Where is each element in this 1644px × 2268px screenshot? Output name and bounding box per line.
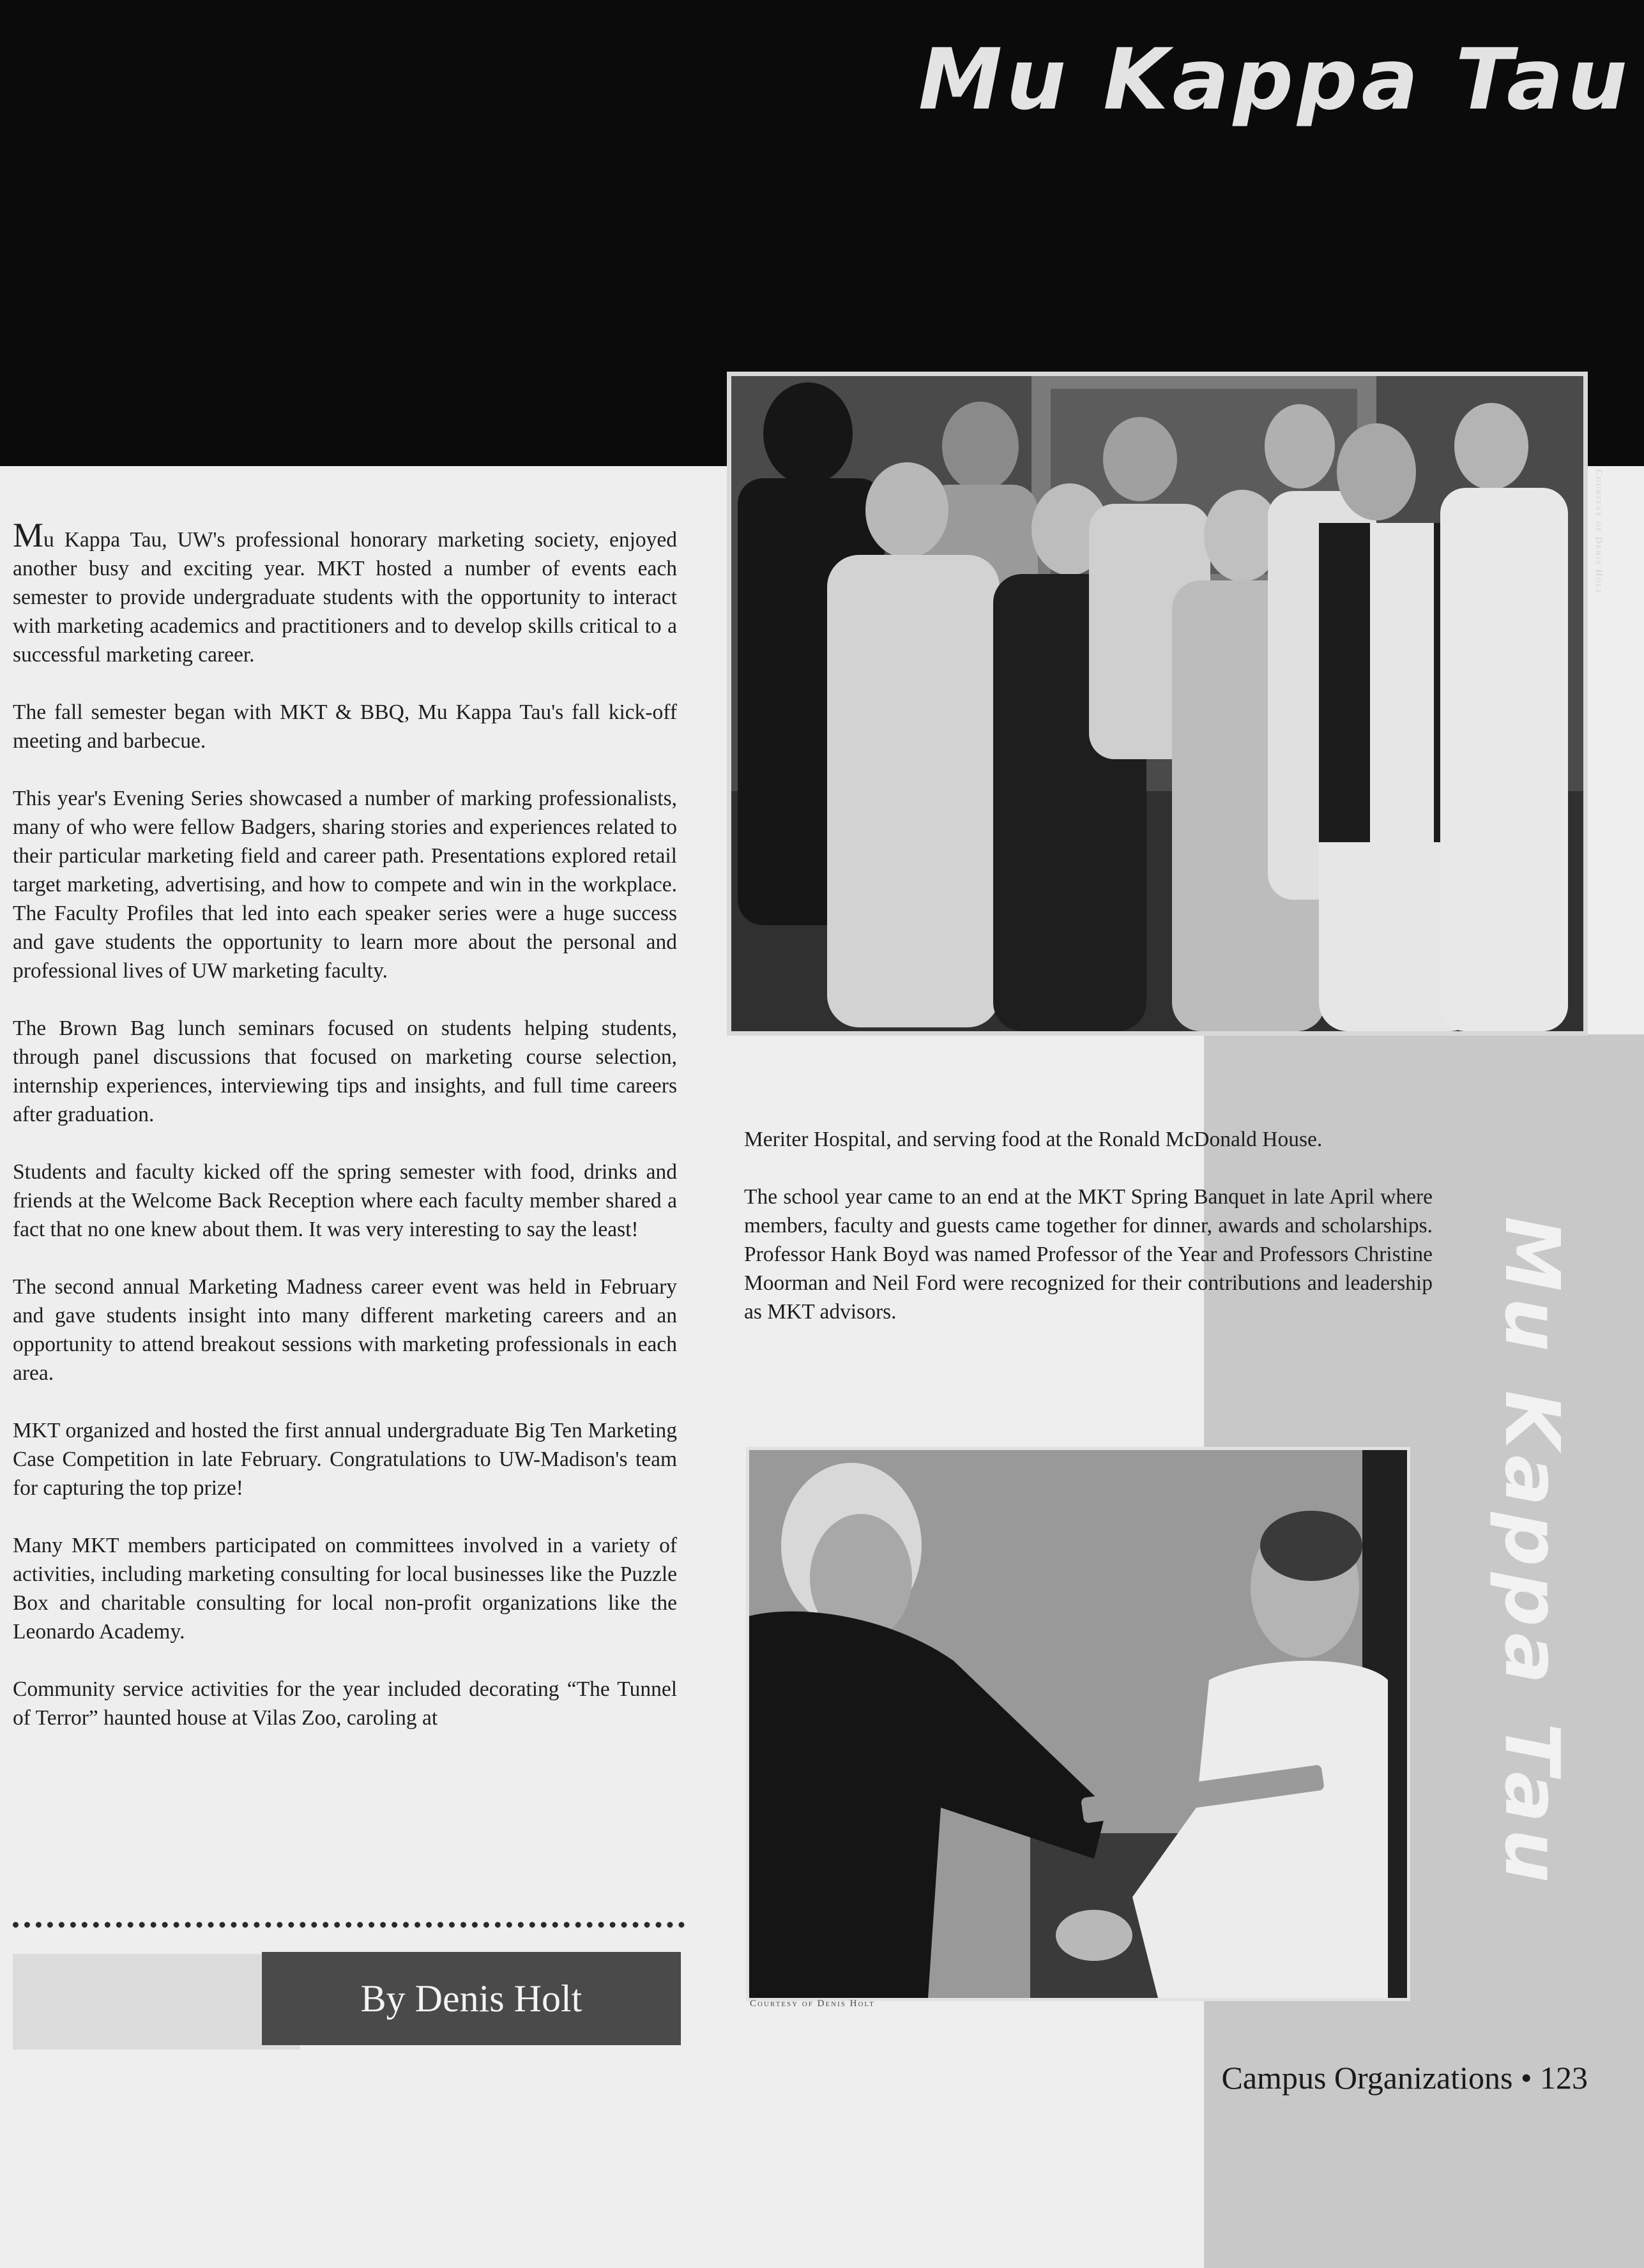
page-number: 123: [1540, 2060, 1588, 2096]
author-byline: By Denis Holt: [262, 1952, 681, 2045]
photo-credit-group: Courtesy of Denis Holt: [1594, 469, 1604, 594]
photo-credit-award: Courtesy of Denis Holt: [750, 1999, 875, 2009]
page-footer: [1222, 2059, 1588, 2096]
page-title: Mu Kappa Tau: [918, 31, 1631, 129]
vertical-title: Mu Kappa Tau: [1488, 1216, 1576, 1889]
article-paragraph-9: Community service activities for the year included decorating “The Tunnel of Terror” haunted house at Vilas Zoo, caroling at: [13, 1677, 677, 1730]
byline-shade: [13, 1954, 300, 2050]
article-paragraph-3: This year's Evening Series showcased a number of marking professionalists, many of who were fellow Badgers, sharing stories and experiences related to their particular marketing field and career path. Presentations explored retail target marketing, advertising, and how to compete and win in the workplace. The Faculty Profiles that led into each speaker series were a huge success and gave students the opportunity to learn more about the personal and professional lives of UW marketing faculty.: [13, 787, 677, 983]
award-photo: [746, 1447, 1410, 2001]
group-photo: [727, 372, 1588, 1036]
article-paragraph-10: Meriter Hospital, and serving food at the Ronald McDonald House.: [744, 1128, 1323, 1151]
footer-section: Campus Organizations: [1221, 2060, 1513, 2096]
drop-cap: M: [13, 516, 44, 554]
article-paragraph-7: MKT organized and hosted the first annual undergraduate Big Ten Marketing Case Competition in late February. Congratulations to UW-Madison's team for capturing the top prize!: [13, 1419, 677, 1500]
article-paragraph-6: The second annual Marketing Madness career event was held in February and gave students insight into many different marketing careers and an opportunity to attend breakout sessions with marketing professionals in each area.: [13, 1275, 677, 1385]
article-paragraph-5: Students and faculty kicked off the spring semester with food, drinks and friends at the Welcome Back Reception where each faculty member shared a fact that no one knew about them. It was very interesting to say the least!: [13, 1160, 677, 1241]
article-paragraph-11: The school year came to an end at the MKT Spring Banquet in late April where members, faculty and guests came together for dinner, awards and scholarships. Professor Hank Boyd was named Professor of the Year and Professors Christine Moorman and Neil Ford were recognized for their contributions and leadership as MKT advisors.: [744, 1185, 1433, 1324]
article-paragraph-4: The Brown Bag lunch seminars focused on students helping students, through panel discussions that focused on marketing course selection, internship experiences, interviewing tips and insights, and full time careers after graduation.: [13, 1017, 677, 1126]
article-paragraph-1: u Kappa Tau, UW's professional honorary marketing society, enjoyed another busy and exciting year. MKT hosted a number of events each semester to provide undergraduate students with the opportunity to interact with marketing academics and practitioners and to develop skills critical to a successful marketing career.: [13, 528, 677, 667]
footer-bullet: •: [1520, 2060, 1532, 2096]
article-left-column: [13, 516, 677, 1732]
dotted-divider: [13, 1922, 685, 1928]
article-right-column: [744, 1125, 1433, 1326]
article-paragraph-8: Many MKT members participated on committees involved in a variety of activities, including marketing consulting for local businesses like the Puzzle Box and charitable consulting for local non-profit organizations like the Leonardo Academy.: [13, 1534, 677, 1644]
article-paragraph-2: The fall semester began with MKT & BBQ, Mu Kappa Tau's fall kick-off meeting and barbecue.: [13, 700, 677, 753]
